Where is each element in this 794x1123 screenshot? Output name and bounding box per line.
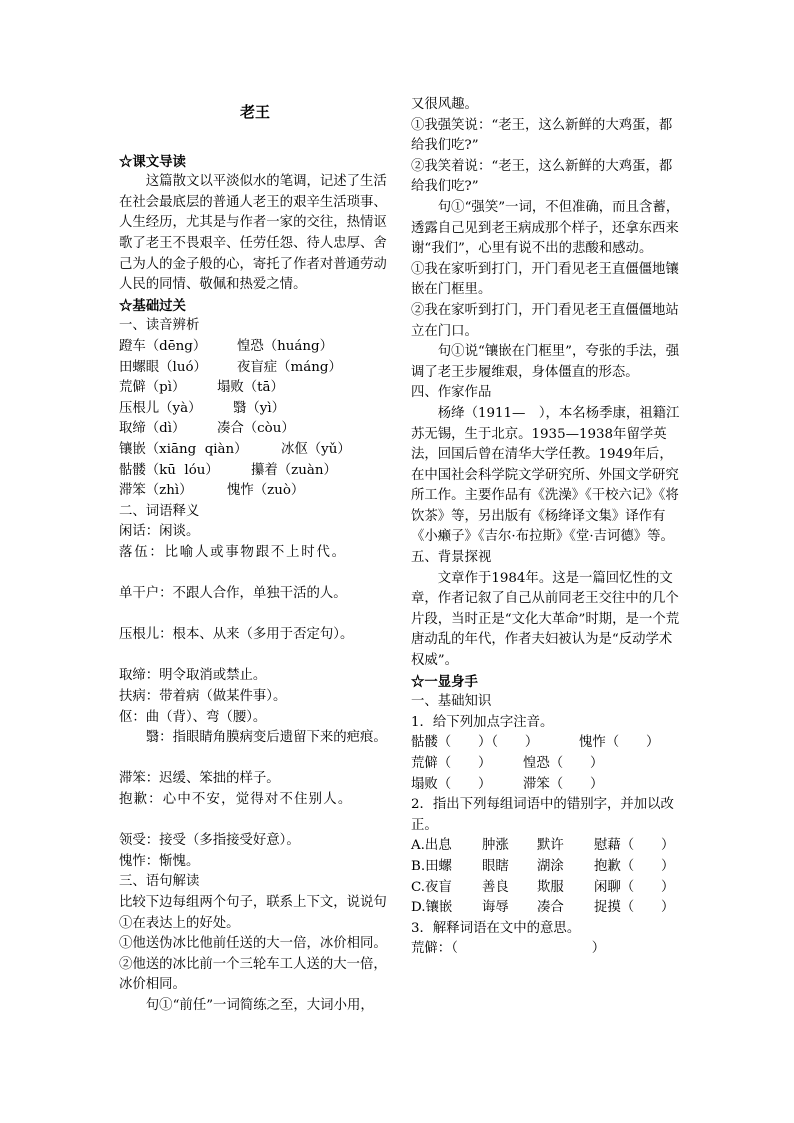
blank-line [119, 646, 391, 667]
definitions-heading: 二、词语释义 [119, 503, 200, 519]
section-daodu-heading: ☆课文导读 [119, 153, 186, 170]
q2-cell: 凑合 [537, 900, 564, 916]
blank-line [119, 605, 391, 626]
daodu-paragraph: 这篇散文以平淡似水的笔调，记述了生活在社会最底层的普通人老王的艰辛生活琐事、人生经历，尤其是与作者一家的交往，热情讴歌了老王不畏艰辛、任劳任怨、待人忠厚、舍己为人的金子般的心，寄托了作者对普通劳动人民的同情、敬佩和热爱之情。 [119, 174, 387, 293]
pinyin-row [119, 399, 391, 420]
pinyin-item: 惶恐（huáng） [237, 338, 333, 354]
continued-text: 又很风趣。 [411, 97, 478, 112]
basics-heading: 一、基础知识 [411, 694, 492, 710]
definition-item: 单干户：不跟人合作，单独干活的人。 [119, 586, 347, 602]
pinyin-item: 取缔（dì） [119, 421, 186, 437]
definition-item: 领受：接受（多指接受好意）。 [119, 833, 300, 849]
q1-item: 塌败（ ） [411, 776, 492, 792]
question-2: 2．指出下列每组词语中的错别字，并加以改正。 [411, 797, 674, 833]
q2-cell: 欺服 [537, 879, 564, 895]
pinyin-item: 荒僻（pì） [119, 380, 186, 396]
pinyin-item: 骷髅（kū lóu） [119, 462, 219, 478]
section-jichu-heading: ☆基础过关 [119, 297, 186, 314]
definitions-list [119, 522, 391, 872]
q2-cell: 慰藉（ ） [594, 838, 675, 854]
pinyin-item: 田螺眼（luó） [119, 359, 207, 375]
definition-item: 抱歉：心中不安，觉得对不住别人。 [119, 792, 353, 807]
pinyin-item: 压根儿（yà） [119, 400, 202, 416]
sentence-intro: 比较下边每组两个句子，联系上下文，说说句①在表达上的好处。 [119, 894, 387, 931]
q2-cell: 肿涨 [482, 838, 509, 854]
pinyin-row [119, 337, 391, 358]
sentence-example: ②他送的冰比前一个三轮车工人送的大一倍，冰价相同。 [119, 956, 387, 993]
page-title: 老王 [239, 103, 270, 121]
pinyin-item: 滞笨（zhì） [119, 483, 193, 499]
q2-cell: 闲聊（ ） [594, 879, 675, 895]
left-column [119, 95, 391, 1017]
blank-line [119, 749, 391, 770]
q2-row [411, 857, 683, 878]
sentence-note: 句①说“镶嵌在门框里”，夸张的手法，强调了老王步履维艰，身体僵直的形态。 [411, 344, 680, 380]
pinyin-item: 蹬车（dēng） [119, 338, 207, 354]
pinyin-row [119, 419, 391, 440]
q1-row [411, 775, 683, 796]
author-heading: 四、作家作品 [411, 385, 492, 401]
q2-cell: 默许 [537, 838, 564, 854]
question-1: 1．给下列加点字注音。 [411, 714, 554, 730]
q3-item: 荒僻：（ ） [411, 941, 606, 957]
definition-item: 落伍：比喻人或事物跟不上时代。 [119, 544, 347, 560]
pinyin-row [119, 481, 391, 502]
pinyin-row [119, 378, 391, 399]
pinyin-item: 夜盲症（máng） [237, 359, 342, 375]
definition-item: 翳：指眼睛角膜病变后遗留下来的疤痕。 [145, 730, 387, 746]
definition-item: 扶病：带着病（做某件事）。 [119, 689, 287, 705]
section-yixian-heading: ☆一显身手 [411, 673, 478, 690]
pinyin-row [119, 358, 391, 379]
q2-cell: A.出息 [411, 838, 452, 854]
pinyin-row [119, 440, 391, 461]
sentence-example: ①我在家听到打门，开门看见老王直僵僵地镶嵌在门框里。 [411, 261, 679, 298]
blank-line [119, 811, 391, 832]
definition-item: 滞笨：迟缓、笨拙的样子。 [119, 771, 280, 787]
q2-cell: 眼瞎 [482, 858, 509, 874]
sentence-example: ①我强笑说：“老王，这么新鲜的大鸡蛋，都给我们吃?” [411, 117, 673, 154]
q1-item: 荒僻（ ） [411, 756, 492, 771]
pinyin-row [119, 461, 391, 482]
author-paragraph: 杨绛（1911— ），本名杨季康，祖籍江苏无锡，生于北京。1935—1938年留学英法，回国后曾在清华大学任教。1949年后，在中国社会科学院文学研究所、外国文学研究所工作。主要作品有《洗澡》《干校六记》《将饮茶》等，另出版有《杨绛译文集》译作有《小癞子》《吉尔·布拉斯》《堂·吉诃德》等。 [411, 405, 680, 545]
pinyin-item: 镶嵌（xiāng qiàn） [119, 441, 248, 457]
q2-cell: 善良 [482, 879, 509, 895]
pinyin-item: 凑合（còu） [217, 421, 295, 437]
background-paragraph: 文章作于1984年。这是一篇回忆性的文章，作者记叙了自己从前同老王交往中的几个片段，当时正是“文化大革命”时期，是一个荒唐动乱的年代，作者夫妇被认为是“反动学术权威”。 [411, 570, 680, 669]
background-heading: 五、背景探视 [411, 550, 492, 566]
definition-item: 闲话：闲谈。 [119, 524, 200, 540]
sentence-note: 句①“前任”一词简练之至，大词小用， [145, 997, 374, 1013]
sentence-note: 句①“强笑”一词，不但准确，而且含蓄，透露自己见到老王病成那个样子，还拿东西来谢“我们”，心里有说不出的悲酸和感动。 [411, 199, 680, 257]
q2-cell: 抱歉（ ） [594, 858, 675, 874]
definition-item: 取缔：明令取消或禁止。 [119, 668, 267, 684]
q1-item: 骷髅（ ）（ ） [411, 735, 539, 751]
q2-cell: 湖涂 [537, 858, 564, 874]
q2-cell: B.田螺 [411, 858, 452, 874]
sentence-example: ②我笑着说：“老王，这么新鲜的大鸡蛋，都给我们吃?” [411, 158, 673, 195]
right-column [411, 95, 683, 960]
sentence-example: ②我在家听到打门，开门看见老王直僵僵地站立在门口。 [411, 302, 679, 339]
q2-row [411, 898, 683, 919]
sentence-example: ①他送伪冰比他前任送的大一倍，冰价相同。 [119, 936, 387, 952]
pinyin-item: 愧怍（zuò） [227, 483, 305, 499]
q2-row [411, 836, 683, 857]
q2-cell: D.镶嵌 [411, 900, 453, 916]
question-3: 3．解释词语在文中的意思。 [411, 920, 581, 936]
sentence-heading: 三、语句解读 [119, 874, 200, 890]
pinyin-item: 攥着（zuàn） [251, 462, 337, 478]
pinyin-list [119, 337, 391, 502]
q2-row [411, 878, 683, 899]
q2-cell: 捉摸（ ） [594, 900, 675, 916]
blank-line [119, 563, 391, 584]
q2-cell: 诲辱 [482, 900, 509, 916]
q1-item: 惶恐（ ） [523, 756, 604, 771]
pinyin-item: 塌败（tā） [217, 380, 284, 396]
definition-item: 愧怍：惭愧。 [119, 853, 200, 869]
q2-cell: C.夜盲 [411, 879, 452, 895]
pinyin-heading: 一、读音辨析 [119, 318, 200, 334]
q1-row [411, 754, 683, 775]
pinyin-item: 冰伛（yǔ） [281, 441, 351, 457]
definition-item: 压根儿：根本、从来（多用于否定句）。 [119, 627, 354, 643]
definition-item: 伛：曲（背）、弯（腰）。 [119, 709, 267, 725]
q1-item: 滞笨（ ） [523, 776, 604, 792]
q1-row [411, 733, 683, 754]
pinyin-item: 翳（yì） [233, 400, 286, 416]
q1-item: 愧怍（ ） [579, 735, 660, 751]
